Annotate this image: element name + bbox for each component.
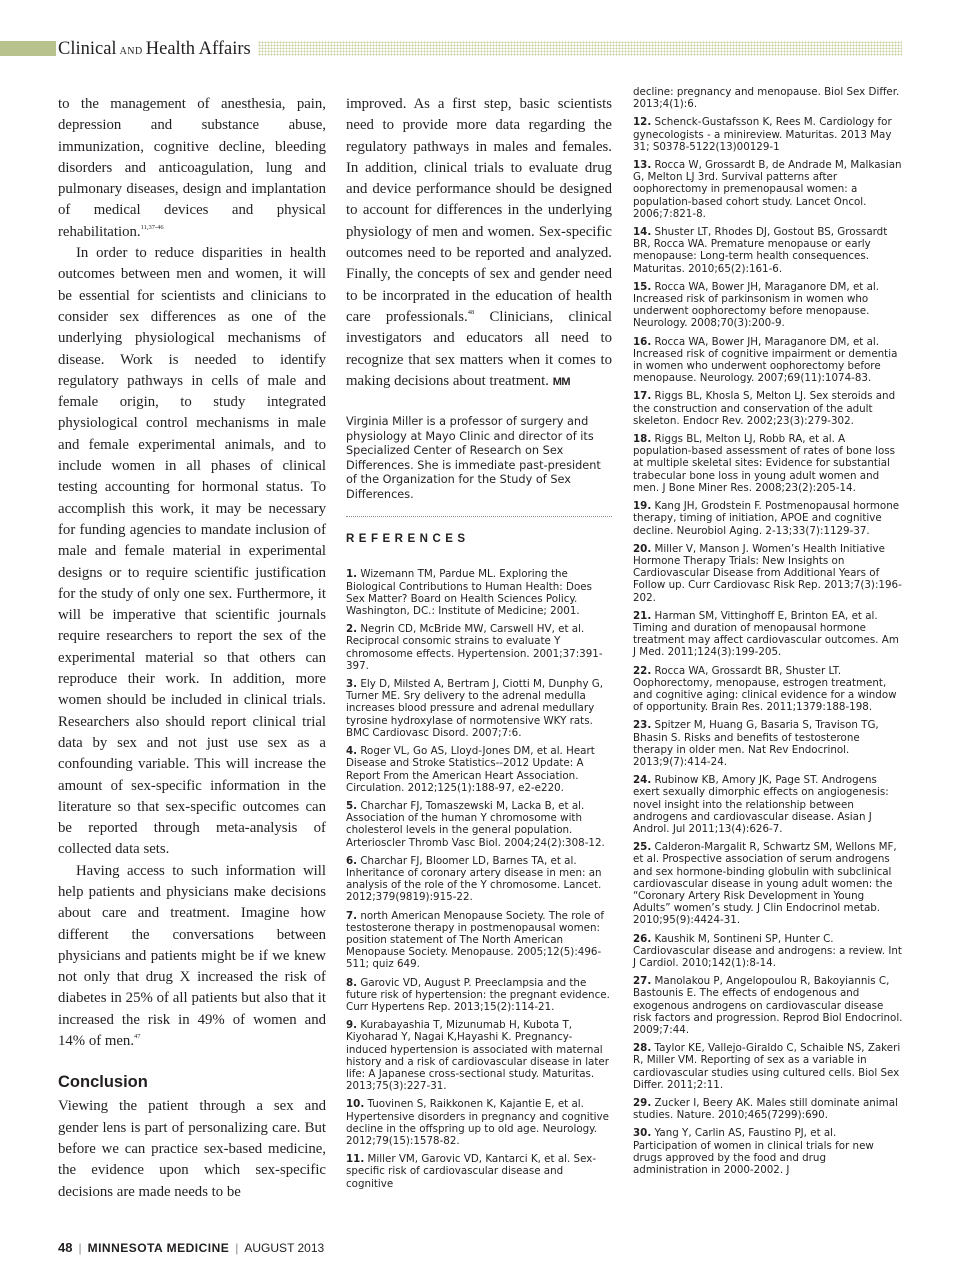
reference-item (346, 623, 612, 672)
reference-item (633, 500, 903, 537)
dotted-separator (346, 516, 612, 517)
reference-item (346, 910, 612, 971)
reference-text: Miller VM, Garovic VD, Kantarci K, et al. Sex-specific risk of cardiovascular disease and cognitive (346, 1153, 597, 1190)
reference-number: 8. (346, 976, 358, 989)
references-list (346, 568, 612, 1189)
reference-text: Spitzer M, Huang G, Basaria S, Travison TG, Bhasin S. Risks and benefits of testosterone therapy in older men. Nat Rev Endocrinol. 2013;9(7):414-24. (633, 719, 879, 768)
reference-text: Rocca WA, Bower JH, Maraganore DM, et al. Increased risk of cognitive impairment or dementia in women who underwent oophorectomy before menopause. Neurology. 2007;69(11):1074-83. (633, 335, 898, 385)
reference-item (633, 159, 903, 220)
reference-text: Riggs BL, Melton LJ, Robb RA, et al. A population-based assessment of rates of bone loss at multiple skeletal sites: Evidence for substantial trabecular bone loss in young adult women and men. J Bone Miner Res. 2008;23(2):205-14. (633, 433, 895, 494)
issue-date: AUGUST 2013 (244, 1241, 325, 1255)
citation-superscript: 47 (134, 1033, 141, 1041)
paragraph (58, 861, 326, 1053)
footer-divider: | (235, 1241, 239, 1255)
page-footer (58, 1240, 324, 1255)
reference-text: Kurabayashia T, Mizunumab H, Kubota T, Kiyoharad Y, Nagai K,Hayashi K. Pregnancy-induced hypertension is associated with maternal history and a risk of cardiovascular disease in later life: A Japanese cross-sectional study. Maturitas. 2013;75(3):227-31. (346, 1019, 609, 1093)
reference-number: 19. (633, 500, 652, 513)
paragraph: In order to reduce disparities in health outcomes between men and women, it will be essential for scientists and clinicians to consider sex differences as one of the underlying physiological mechanisms of disease. Work is needed to identify regulatory pathways in cells of male and female origin, to study integrated physiological control mechanisms in male and female experimental animals, and to include women in all phases of clinical testing accounting for hormonal status. To accomplish this work, it may be necessary for funding agencies to mandate inclusion of male and female material in experimental designs or to require scientific justification for the study of only one sex. Furthermore, it will be imperative that scientific journals require researchers to report the sex of the experimental material so that others can reproduce their work. In addition, more women should be included in clinical trials. Researchers also should report clinical trial data by sex and not just use sex as a confounding variable. This will increase the amount of sex-specific information in the literature so that sex-specific outcomes can be reported through meta-analysis of collected data sets. (58, 245, 326, 858)
reference-number: 23. (633, 719, 652, 732)
section-title (58, 38, 251, 63)
reference-number: 10. (346, 1098, 365, 1111)
reference-item (633, 933, 903, 970)
reference-number: 30. (633, 1127, 652, 1140)
reference-text: Kang JH, Grodstein F. Postmenopausal hormone therapy, timing of initiation, APOE and cognitive decline. Neurobiol Aging. 2-13;33(7):1129-37. (633, 500, 900, 537)
reference-text: Rocca WA, Bower JH, Maraganore DM, et al. Increased risk of parkinsonism in women who underwent oophorectomy before menopause. Neurology. 2008;70(3):200-9. (633, 280, 880, 330)
citation-superscript: 11,37-46 (140, 223, 164, 231)
reference-item (633, 975, 903, 1036)
reference-number: 1. (346, 568, 358, 581)
reference-number: 6. (346, 854, 358, 867)
reference-item (633, 281, 903, 330)
reference-text: Charchar FJ, Bloomer LD, Barnes TA, et al. Inheritance of coronary artery disease in men: an analysis of the role of the Y chromosome. Lancet. 2012;379(9819):915-22. (346, 854, 602, 904)
reference-item (346, 1098, 612, 1147)
reference-item (633, 665, 903, 714)
reference-number: 5. (346, 799, 358, 812)
reference-item (633, 610, 903, 659)
reference-item (633, 1097, 903, 1121)
reference-number: 12. (633, 116, 652, 129)
reference-number: 2. (346, 623, 358, 636)
paragraph (58, 94, 326, 243)
paragraph-text: to the management of anesthesia, pain, depression and substance abuse, immunization, cognitive decline, bleeding disorders and anticoagulation, lung and pulmonary diseases, design and implantation of medical devices and physical rehabilitation. (58, 96, 326, 240)
reference-number: 27. (633, 975, 652, 988)
reference-item (346, 855, 612, 904)
reference-item (346, 1153, 612, 1190)
reference-item (346, 678, 612, 739)
reference-item (633, 390, 903, 427)
reference-number: 7. (346, 909, 358, 922)
reference-number: 24. (633, 774, 652, 787)
reference-text: Shuster LT, Rhodes DJ, Gostout BS, Grossardt BR, Rocca WA. Premature menopause or early menopause: Long-term health consequences. Maturitas. 2010;65(2):161-6. (633, 226, 888, 275)
reference-text: Charchar FJ, Tomaszewski M, Lacka B, et al. Association of the human Y chromosome with cholesterol levels in the general population. Arterioscler Thromb Vasc Biol. 2004;24(2):308-12. (346, 799, 605, 849)
paragraph-text: Having access to such information will help patients and physicians make decisions about care and treatment. Imagine how different the conversations between physicians and patients might be if we knew not only that drug X increased the risk of diabetes in 25% of all patients but also that it increased the risk in 49% of women and 14% of men. (58, 862, 326, 1050)
reference-item (346, 568, 612, 617)
reference-item (633, 1042, 903, 1091)
reference-number: 18. (633, 433, 652, 446)
reference-text: Rocca WA, Grossardt BR, Shuster LT. Oophorectomy, menopause, estrogen treatment, and cognitive aging: clinical evidence for a window of opportunity. Brain Res. 2011;1379:188-198. (633, 664, 897, 714)
reference-text: Roger VL, Go AS, Lloyd-Jones DM, et al. Heart Disease and Stroke Statistics--2012 Update: A Report From the American Heart Association. Circulation. 2012;125(1):188-97, e2-e220. (346, 745, 595, 794)
references-list (633, 116, 903, 1176)
header-dot-pattern (258, 41, 902, 56)
end-mark: MM (552, 375, 571, 388)
reference-text: Manolakou P, Angelopoulou R, Bakoyiannis C, Bastounis E. The effects of endogenous and exogenous androgens on cardiovascular disease risk factors and progression. Reprod Biol Endocrinol. 2009;7:44. (633, 975, 903, 1037)
paragraph (346, 94, 612, 393)
reference-number: 29. (633, 1097, 652, 1110)
reference-number: 16. (633, 335, 652, 348)
reference-item (633, 774, 903, 835)
publication-name: MINNESOTA MEDICINE (87, 1241, 230, 1255)
reference-text: Ely D, Milsted A, Bertram J, Ciotti M, Dunphy G, Turner ME. Sry delivery to the adrenal medulla increases blood pressure and adrenal medullary tyrosine hydroxylase of normotensive WKY rats. BMC Cardiovasc Disord. 2007;7:6. (346, 678, 604, 739)
header-accent-bar (0, 41, 56, 56)
reference-text: Wizemann TM, Pardue ML. Exploring the Biological Contributions to Human Health: Does Sex Matter? Board on Health Sciences Policy. Washington, DC.: Institute of Medicine; 2001. (346, 568, 592, 618)
reference-item (633, 1127, 903, 1176)
reference-text: Negrin CD, McBride MW, Carswell HV, et al. Reciprocal consomic strains to evaluate Y chromosome effects. Hypertension. 2001;37:391-397. (346, 623, 603, 672)
paragraph-text: improved. As a first step, basic scientists need to provide more data regarding the regulatory pathways in males and females. In addition, clinical trials to evaluate drug and device performance should be designed to account for differences in the underlying physiology of men and women. Sex-specific outcomes need to be reported and analyzed. Finally, the concepts of sex and gender need to be incorprated in the education of health care professionals. (346, 96, 612, 325)
reference-text: Taylor KE, Vallejo-Giraldo C, Schaible NS, Zakeri R, Miller VM. Reporting of sex as a variable in cardiovascular studies using cultured cells. Biol Sex Differ. 2011;2:11. (633, 1042, 901, 1091)
reference-number: 26. (633, 932, 652, 945)
article-column-1 (58, 94, 326, 1203)
reference-number: 14. (633, 226, 652, 239)
reference-item (633, 543, 903, 604)
reference-text: Riggs BL, Khosla S, Melton LJ. Sex steroids and the construction and conservation of the adult skeleton. Endocr Rev. 2002;23(3):279-302. (633, 390, 896, 427)
reference-number: 13. (633, 159, 652, 172)
reference-text: Garovic VD, August P. Preeclampsia and the future risk of hypertension: the pregnant evidence. Curr Hypertens Rep. 2013;15(2):114-21. (346, 976, 610, 1013)
reference-item (346, 1019, 612, 1092)
reference-item (346, 977, 612, 1014)
footer-divider: | (78, 1241, 82, 1255)
reference-text: Yang Y, Carlin AS, Faustino PJ, et al. Participation of women in clinical trials for new drugs approved by the food and drug administration in 2000-2002. J (633, 1127, 874, 1177)
author-bio: Virginia Miller is a professor of surgery and physiology at Mayo Clinic and director of its Specialized Center of Research on Sex Differences. She is immediate past-president of the Organization for the Study of Sex Differences. (346, 415, 601, 501)
reference-item (633, 226, 903, 275)
references-column-3 (633, 86, 903, 1182)
reference-number: 20. (633, 542, 652, 555)
section-header (0, 38, 960, 60)
section-title-and: AND (119, 46, 143, 57)
reference-item (633, 841, 903, 926)
reference-number: 11. (346, 1153, 365, 1166)
reference-number: 15. (633, 280, 652, 293)
article-column-2 (346, 94, 612, 1196)
reference-text: Miller V, Manson J. Women’s Health Initiative Hormone Therapy Trials: New Insights on Cardiovascular Disease from Additional Years of Follow up. Curr Cardiovasc Risk Rep. 2013;7(3):196-202. (633, 542, 902, 604)
page-number: 48 (58, 1240, 73, 1255)
reference-number: 17. (633, 390, 652, 403)
reference-number: 25. (633, 841, 652, 854)
reference-text: Calderon-Margalit R, Schwartz SM, Wellons MF, et al. Prospective association of serum androgens and sex hormone-binding globulin with subclinical cardiovascular disease in young adult women: the “Coronary Artery Risk Development in Young Adults” women’s study. J Clin Endocrinol metab. 2010;95(9):4424-31. (633, 841, 897, 927)
paragraph-text: Clinicians, clinical investigators and educators all need to recognize that sex matters when it comes to making decisions about treatment. (346, 308, 612, 389)
reference-item (346, 745, 612, 794)
references-heading: REFERENCES (346, 533, 470, 546)
reference-item (633, 116, 903, 153)
reference-number: 28. (633, 1042, 652, 1055)
paragraph: Viewing the patient through a sex and gender lens is part of personalizing care. But before we can practice sex-based medicine, the evidence upon which sex-specific decisions are made needs to be (58, 1098, 326, 1200)
reference-continuation: decline: pregnancy and menopause. Biol Sex Differ. 2013;4(1):6. (633, 86, 900, 111)
reference-text: north American Menopause Society. The role of testosterone therapy in postmenopausal women: position statement of The North American Menopause Society. Menopause. 2005;12(5):496-511; quiz 649. (346, 909, 604, 971)
section-title-part2: Health Affairs (145, 39, 251, 59)
reference-text: Zucker I, Beery AK. Males still dominate animal studies. Nature. 2010;465(7299):690. (633, 1097, 898, 1122)
reference-text: Tuovinen S, Raikkonen K, Kajantie E, et al. Hypertensive disorders in pregnancy and cognitive decline in the offspring up to old age. Neurology. 2012;79(15):1578-82. (346, 1098, 609, 1147)
section-title-part1: Clinical (58, 39, 117, 59)
reference-text: Harman SM, Vittinghoff E, Brinton EA, et al. Timing and duration of menopausal hormone treatment may affect cardiovascular outcomes. Am J Med. 2011;124(3):199-205. (633, 609, 899, 659)
reference-text: Kaushik M, Sontineni SP, Hunter C. Cardiovascular disease and androgens: a review. Int J Cardiol. 2010;142(1):8-14. (633, 932, 902, 969)
reference-number: 9. (346, 1019, 358, 1032)
reference-item (633, 336, 903, 385)
reference-item (346, 800, 612, 849)
citation-superscript: 48 (467, 308, 475, 316)
reference-number: 21. (633, 609, 652, 622)
reference-number: 4. (346, 745, 358, 758)
reference-text: Rubinow KB, Amory JK, Page ST. Androgens exert sexually dimorphic effects on angiogenesis: novel insight into the relationship between androgens and cardiovascular disease. Asian J Androl. Jul 2011;13(4):626-7. (633, 774, 889, 835)
reference-number: 3. (346, 678, 358, 691)
reference-item (633, 719, 903, 768)
reference-text: Rocca W, Grossardt B, de Andrade M, Malkasian G, Melton LJ 3rd. Survival patterns after oophorectomy in premenopausal women: a population-based cohort study. Lancet Oncol. 2006;7:821-8. (633, 159, 902, 220)
reference-number: 22. (633, 664, 652, 677)
reference-item (633, 433, 903, 494)
reference-text: Schenck-Gustafsson K, Rees M. Cardiology for gynecologists - a minireview. Maturitas. 2013 May 31; S0378-5122(13)00129-1 (633, 116, 892, 153)
conclusion-heading: Conclusion (58, 1073, 148, 1092)
